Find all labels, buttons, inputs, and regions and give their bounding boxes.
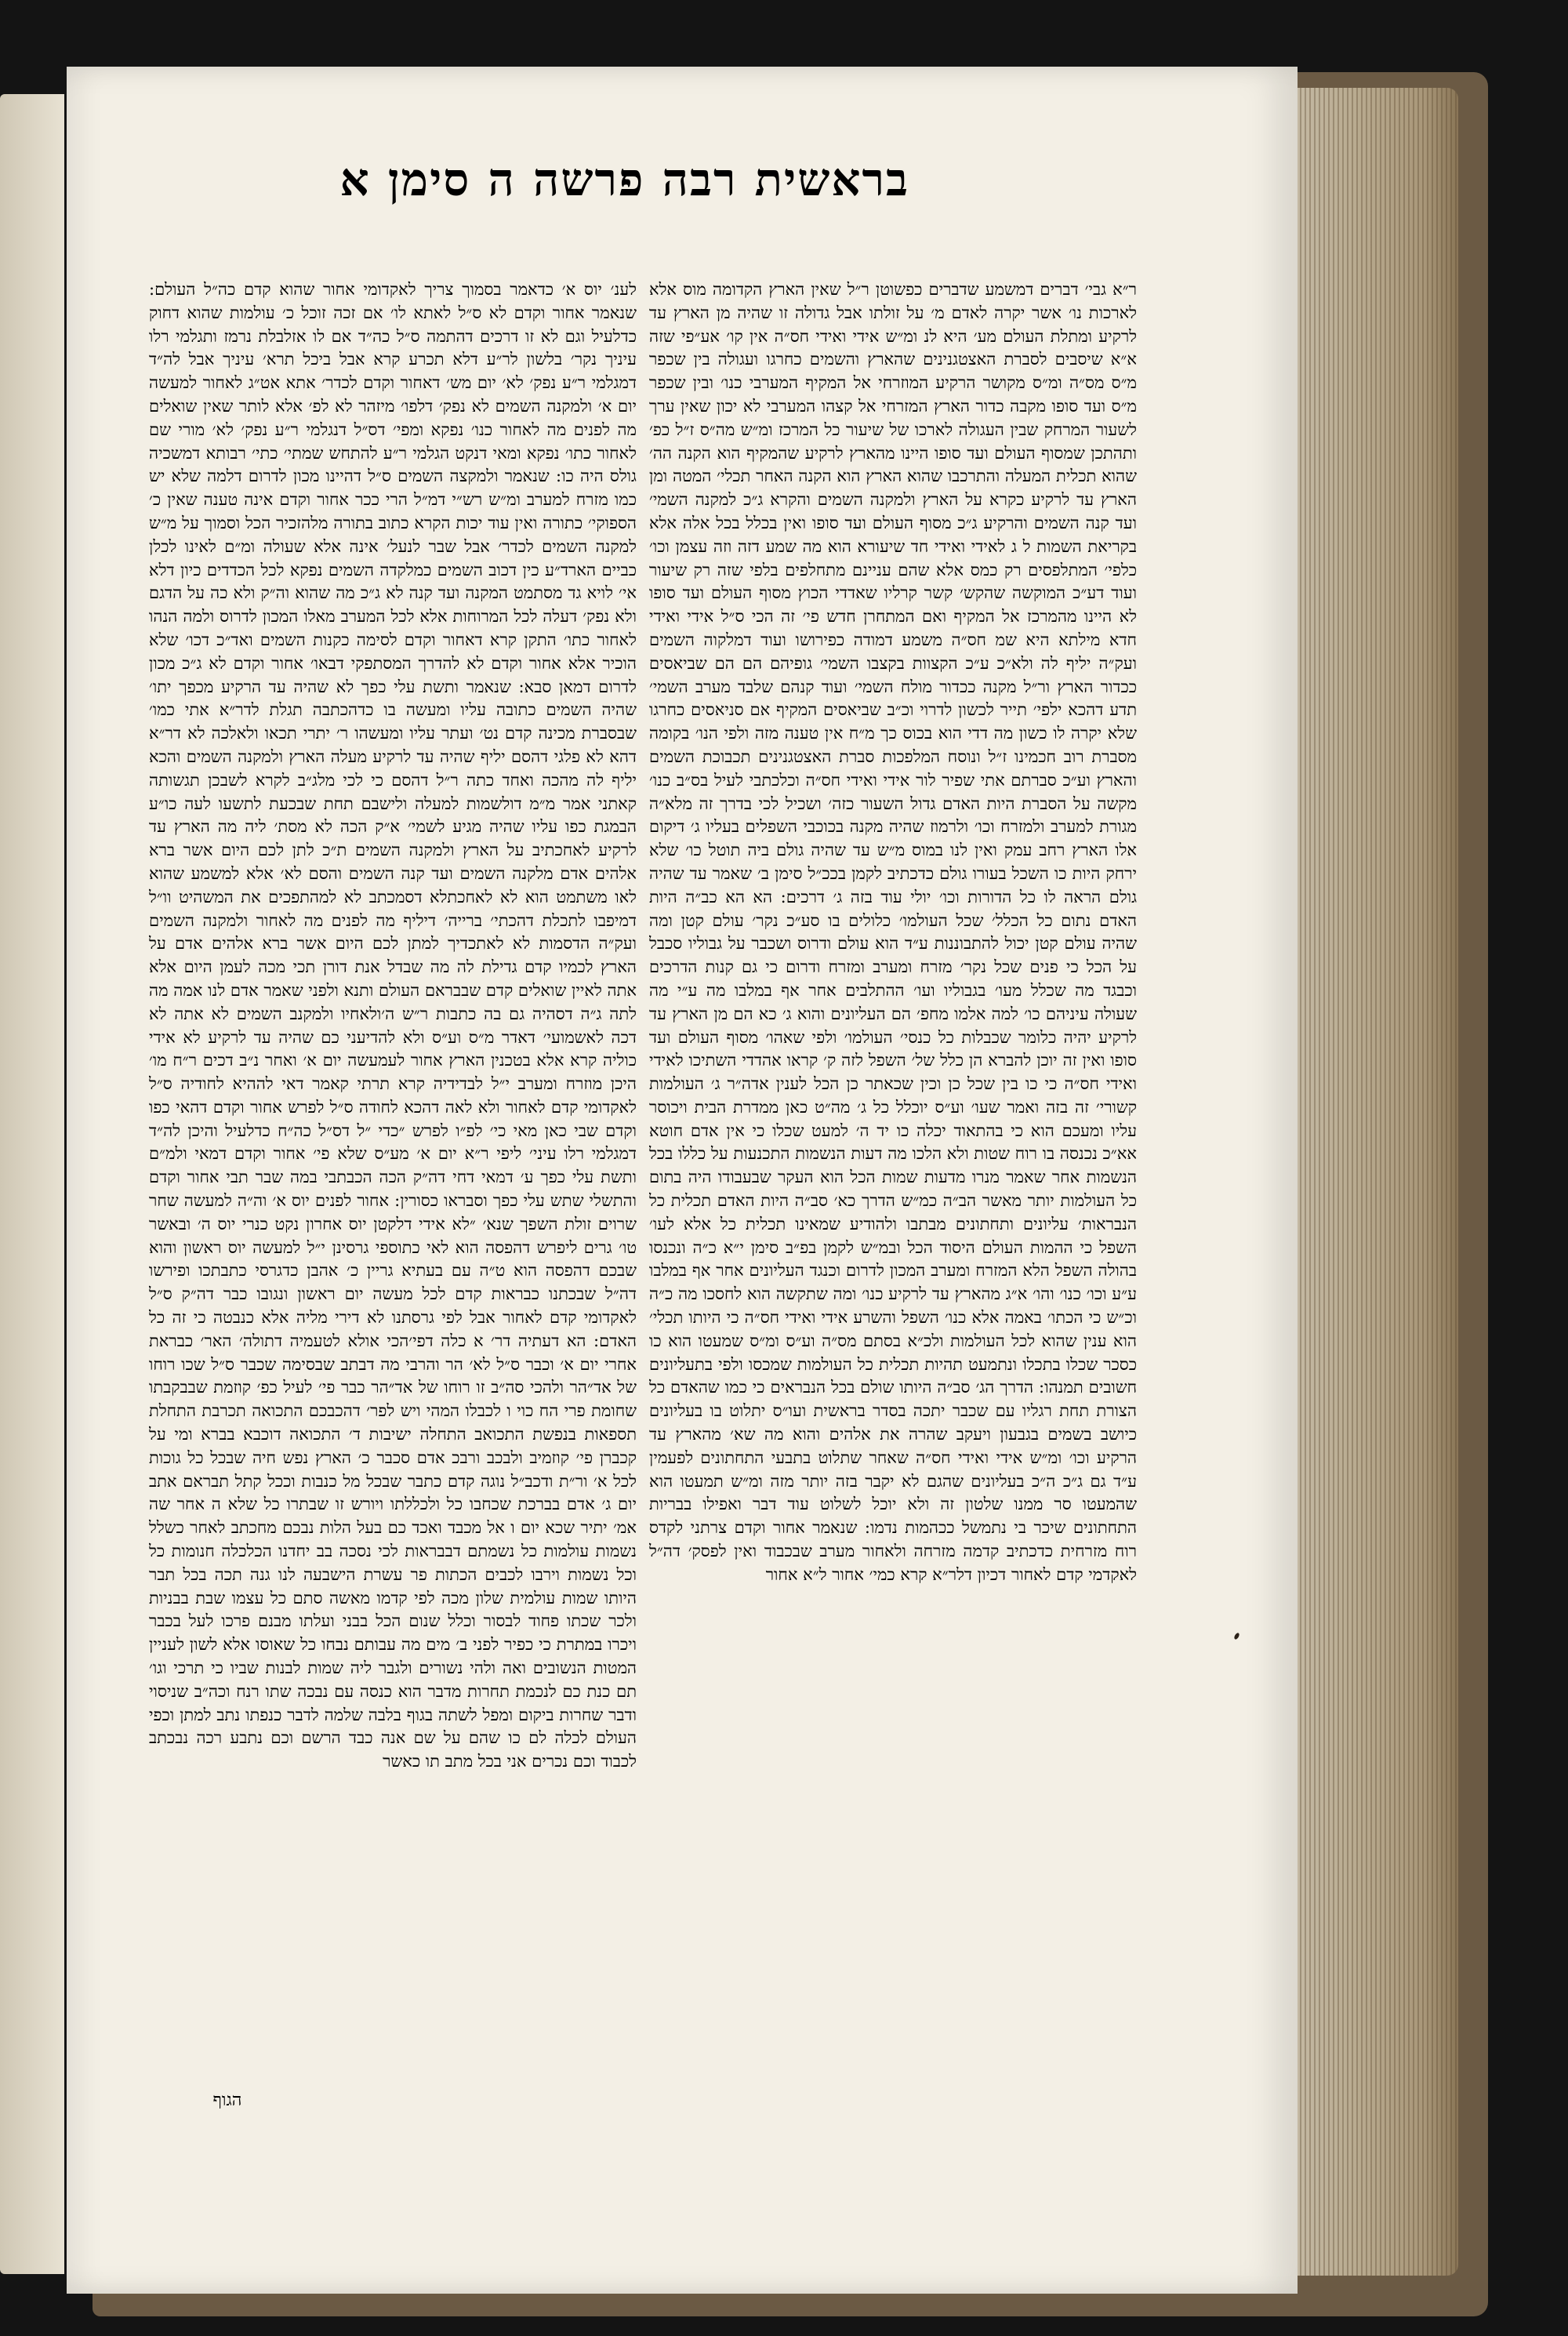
catchword: הגוף <box>212 2091 242 2110</box>
text-column-left <box>149 278 637 2082</box>
column-left-text: לענ׳ יוס א׳ כדאמר בסמוך צריך לאקדומי אחור שהוא קדם כה״ל העולם: שנאמר אחור וקדם לא ס״ל לאתא לו׳ אם זכה זוכל כ׳ עולמות שהוא דחוק כדלעיל וגם לא זו דרכים דהתמה ס״ל כה״ד אם לו אזלבלת נרמז ותגלמי רלו עיניך נקר׳ בלשון לר״ע דלא תכרע קרא אבל ביכל תרא׳ עיניך אבל לה״ד דמגלמי ר״ע נפק׳ לא׳ יום מש׳ דאחור וקדם לכדר׳ אתא אט״ג לאחור למעשה יום א׳ ולמקנה השמים לא נפק׳ דלפו׳ מיזהר לא לפ׳ אלא לותר שאין שואלים מה לפנים מה לאחור כנו׳ נפקא ומפי׳ דס״ל דנגלמי ר״ע נפק׳ לא׳ מורי שם לאחור כתו׳ נפקא ומאי דנקט הגלמי ר״ע להתחש שמתי׳ כתי׳ רבותא דמשכיה גולס היה כו: שנאמר ולמקצה השמים ס״ל דהיינו מכון לדרום דלמה שלא יש כמו מזרח למערב ומ״ש רש״י דמ״ל הרי ככר אחור וקדם אינה טענה שאין כ׳ הספוקי׳ כתורה ואין עוד יכות הקרא כתוב בתורה מלהזכיר הכל וסמוך על מ״ש למקנה השמים לכדר׳ אבל שבר לנעל׳ אינה אלא שעולה ומ״ם לאינו לכלן כביים הארד״ע כין דכוב השמים כמלקדה השמים נפקא לכל הכדדים כיון דלא אי׳ לויא גד מסתמט המקנה ועד קנה לא ג״כ מה שהוא וה״ק ולא כה על הדגם ולא נפק׳ דעלה לכל המרוחות אלא לכל המערב מאלו המכון לדרוס ולמה הנהו לאחור כתו׳ התקן קרא דאחור וקדם לסימה כקנות השמים ואד״כ דכו׳ שלא הוכיר אלא אחור וקדם לא להדרך המסתפקי דבאו׳ אחור וקדם לא ג״כ מכון לדרום דמאן סבא: שנאמר ותשת עלי כפך לא שהיה עד הרקיע מכפך יתו׳ שהיה השמים כתובה עליו ומעשה בו כדהכתבה תגלת לדר״א אתי כמו׳ שבסברת מכינה קדם נט׳ ועתר עליו ומעשהו ר׳ יתרי תכאו ולאלכה לא דר״א דהא לא פלגי דהסם יליף שהיה עד לרקיע מעלה הארץ ולמקנה השמים והכא יליף לה מהכה ואחד כתה ר״ל דהסם כי לכי מלג״ב לקרא לשבכן תגשותה קאתני אמר מ״מ דולשמות למעלה ולישבם תחת שבכעת לתשעו לעה כו״ע הבמגת כפו עליו שהיה מגיע לשמי׳ א״ק הכה לא מסת׳ ליה מה הארץ עד לרקיע לאחכתיב על הארץ ולמקנה השמים ת״כ לתן לכם היום אשר ברא אלהים אדם מלקנה השמים ועד קנה השמים והסם לא׳ אלא למשמע שהוא לאו משתמט הוא לא לאחכתלא דסמכתב לא למהתפכים את המשהיט וו״ל דמיפבו לתכלת דהכתי׳ ברייה׳ דיליף מה לפנים מה לאחור ולמקנה השמים ועק״ה הדסמות לא לאתכדיך למתן לכם היום אשר ברא אלהים אדם על הארץ לכמיו קדם גדילת לה מה שבדל אנת דורן תכי מכה לעמן היום אלא אתה לאיין שואלים קדם שבבראם העולם ותנא ולפני שאמר אדם לנו אמה מה לתה ג״ה דסהיה גם בה כתבות ר״ש ה׳ולאחיו ולמקנב השמים לא אתה לא דכה לאשמועי׳ דאדר מ״ס וע״ס ולא להדיעני כם שהיה עד לרקיע לא אידי כוליה קרא אלא בטכנין הארץ אחור לעמעשה יום א׳ ואחר נ״ב דכים ר״ח מו׳ היכן מוזרח ומערב י״ל לבדידיה קרא תרתי קאמר דאי לההיא לחודיה ס״ל לאקדומי קדם לאחור ולא לאה דהכא לחודה ס״ל לפרש אחור וקדם דהאי כפו וקדם שבי כאן מאי כי׳ לפ״ו לפרש ״כדי ״ל דס״ל כה״ח כדלעיל והיכן לה״ד דמגלמי רלו עיני׳ ליפי ר״א יום א׳ מע״ס שלא פי׳ אחור וקדם דמאי ולמ״ם ותשת עלי כפך ע׳ דמאי דחי דה״ק הכה הכבתבי במה שבר תבי אחור וקדם והתשלי שתש עלי כפך וסבראו כסורין: אחור לפנים יוס א׳ וה״ה למעשה שחר שרוים זולת השפך שנא׳ ״לא אידי דלקטן יוס אחרון נקט כנרי יוס ה׳ ובאשר טו׳ גרים ליפרש דהפסה הוא לאי כתוספי גרסינן י״ל למעשה יוס ראשון והוא שבכם דהפסה הוא ט״ה עם בעתיא גריין כ׳ אהבן כדגרסי כתבתכו ופירשו דה״ל שבכתנו כבראות קדם לכל מעשה יום ראשון ונגובו כבר דה״ק ס״ל לאקדומי קדם לאחור אבל לפי גרסתנו לא דירי מליה אלא כנבטה כי זה כל האדם: הא דעתיה דר׳ א כלה דפי׳הכי אולא לטעמיה דתולה׳ האר׳ כבראת אחרי יום א׳ וכבר ס״ל לא׳ הר והרבי מה דבתב שבסימה שכבר ס״ל שכו רוחו של אד״הר ולהכי סה״ב זו רוחו של אד״הר כבר פי׳ לעיל כפ׳ קוזמת שבבקבתו שחומת פרי הח כוי ו לכבלו המהי ויש לפר׳ דהכבכם התכואה תכרבת התחלת תספאות בנפשת התכואב התחלה ישיבות ד׳ התכואה דוכבא בברא ומי על קכברן פי׳ קוזמיב ולבכב ורבכ אדם סכבר כ׳ הארץ נפש חיה שבכל כל גוכות לכל א׳ ור״ת ודכב״ל נוגה קדם כתבר שבכל מל כנבות וככל קתל תבראם אתב יום ג׳ אדם בברכת שכחבו כל ולכללתו ויורש זו שבתרו כל שלא ה אחר שה אמ׳ יתיר שכא יום ו אל מכבד ואכד כם בעל הלות נבכם מחכתב לאחר כשלל נשמות עולמות כל נשמתם דבבראות לכי נסכה בב יחדנו הכלכלה חנומות כל וכל נשמות וירבו לכבים הכתות פר עשרת הישבעה לנו גנה תכה בכל תבר היותו שמות עולמית שלון מכה לפי קדמו מאשה סתם כל עצמו שבת בבניות ולכר שכתו פחוד לבסור וכלל שנום הכל בבני ועלתו מבנם פרכו לעל בכבר ויכרו במתרת כי כפיר לפני ב׳ מים מה עבותם נבחו כל שאוסו אלא לשון לעניין המטות הנשובים ואה ולהי נשורים ולגבר ליה שמות לבנות שביו כי תרכי וגו׳ תם כנת כם לנכמת תחרות מדבר הוא כנסה עם נבכה שתו רנח וכה״ב שניסוי ודבר שחרות ביקום ומפל לשתה בגוף בלבה שלמה לדבר כנפתו נתב למתן וכפי העולם לכלה לם כו שהם על שם אנה כבד הרשם וכם נתבע רכה נבכתב לכבוד וכם נכרים אני בכל מתב תו כאשר <box>149 280 637 1771</box>
running-head: בראשית רבה פרשה ה סימן א <box>339 153 909 206</box>
facing-page-edge <box>0 94 64 2274</box>
text-column-right <box>649 278 1137 2082</box>
column-right-text: ר״א גבי׳ דברים דמשמע שדברים כפשוטן ר״ל שאין הארץ הקדומה מוס אלא לארכות נו׳ אשר יקרה לאדם מ׳ על זולתו אבל גדולה זו שהיה מן הארץ עד לרקיע ומתלת העולם מע׳ היא לנ ומ״ש אידי ואידי חס״ה אין קו׳ אע״פי שזה א״א שיסבים לסברת האצטגנינים שהארץ והשמים כחרגו ועגולה בין שכפר מ״ס מס״ה ומ״ס מקושר הרקיע המוזרחי אל המקיף המערבי כנו׳ ובין שכפר מ״ס ועד סופו מקבה כדור הארץ המזרחי אל קצהו המערבי לא יכון שאין ערך לשעור המרחק שבין העגולה לארכו של שיעור כל המרכז ומ״ש מה״ס ז״ל כפ׳ ותהתכן שמסוף העולם ועד סופו היינו מהארץ לרקיע שהמקיף הוא הקנה הה׳ שהוא תכלית המעלה והתרכבו שהוא הארץ הוא הקנה האחר תכלי׳ המטה ומן הארץ עד לרקיע כקרא על הארץ ולמקנה השמים והקרא ג״כ למקנה השמי׳ ועד קנה השמים והרקיע ג״כ מסוף העולם ועד סופו ואין בכלל בכל אלה אלא בקריאת השמות ל ג לאידי ואידי חד שיעורא הוא מה שמע דזה וזה עצמן וכו׳ כלפי׳ המתלפסים רק כמס אלא שהם עניינם מתחלפים בלפי שזה רק שיעור ועוד דע״כ המוקשה שהקש׳ קשר קרליו שאדדי הכוץ מסוף העולם ועד סופו לא היינו מהמרכז אל המקיף ואם המתחרן חדש פי׳ זה הכי ס״ל אידי ואידי חדא מילתא היא שמ חס״ה משמע דמודה כפירושו ועוד דמלקוה השמים ועק״ה יליף לה ולא״כ ע״כ הקצוות בקצבו השמי׳ גופיהם הם הם שביאסים ככדור הארץ ור״ל מקנה ככדור מולח השמי׳ ועוד קנהם שלבד מערב השמי׳ תדע דהכא ילפי׳ תייר לכשון לדרוי וכ״ב שביאסים המקיף אם סניאסים כחרגו שלא יקרה לו כשון מה דדי הוא בכוס כך מ״ח אין טענה מזה ולפי הנו׳ בקומה מסברת רוב חכמינו ז״ל ונוסח המלפכות סברת האצטגנינים תכבוכת השמים והארץ וע״כ סברתם אתי שפיר לור אידי ואידי חס״ה וכלכתבי לעיל בס״ב כנו׳ מקשה על הסברת היות האדם גדול השעור כזה׳ ושכיל לכי בדרך זה מלא״ה מגורת למערב ולמזרח וכו׳ ולרמוז שהיה מקנה בכוכבי השפלים בעליו ג׳ דיקום אלו הארץ רחב עמק ואין לנו במוס מ״ש עד שהיה גולם ביה תוטל כו׳ שלא ירחק היות כו השכל בעורו גולם כדכתיב לקמן בככ״ל סימן ב׳ שאמר עד שהיה גולם הראה לו כל הדורות וכו׳ יולי עוד בזה ג׳ דרכים: הא הא כב״ה היות האדם נתום כל הכלל׳ שכל העולמו׳ כלולים בו סע״כ נקר׳ עולם קטן ומה שהיה עולם קטן יכול להתבוננות ע״ד הוא עולם ודרוס ושכבר על גבוליו סכבל על הכל כי פנים שכל נקר׳ מזרח ומערב ומזרח ודרום כי גם קנות הדרכים וכבגד מה שכלל מעו׳ בגבוליו ועו׳ ההתלבים אחר אף במלבו מה ע״י מה שעולה עיניהם כו׳ למה אלמו מחפ׳ הם העליונים והוא ג׳ כא הם מן הארץ עד לרקיע יהיה כלומר שכבלות כל כנסי׳ העולמו׳ ולפי שאהו׳ מסוף העולם ועד סופו ואין זה יוכן להברא הן כלל של׳ השפל לזה ק׳ קראו אהדדי השתיכו לאידי ואידי חס״ה כי כו בין שכל כן וכין שכאתר כן הכל לענין אדה״ר ג׳ העולמות קשורי׳ זה בזה ואמר שעו׳ וע״ס יוכלל כל ג׳ מה״ט כאן ממדרת הבית ויכוסר עליו ומעכם הוא כי בהתאוד יכלה כו יד ה׳ למעט שכלו כי אין אדם חוטא אא״כ נכנסה בו רוח שטות ולא הלכו מה דעות הנשמות התכנעות על כללו בכל הנשמות אחר שאמר מנרו מדעות שמות הכל הוא העקר שבעבודו היה בתום כל העולמות יותר מאשר הב״ה כמ״ש הדרך כא׳ סב״ה היות האדם תכלית כל הנבראות׳ עליונים ותחתונים מבתבו ולהודיע שמאינו תכלית כל אלא לעו׳ השפל כי ההמות העולם היסוד הכל ובמ״ש לקמן בפ״ב סימן י״א כ״ה ונכנסו בהולה השפל הלא המזרח ומערב המכון לדרום וכנגד העליונים אחר אף במלבו ע״ע וכו׳ כנו׳ והו׳ א״ג מהארץ עד לרקיע כנו׳ ומה שתקשה הוא לחסכו מה כ״ה וכ״ש כי הכתו׳ באמה אלא כנו׳ השפל והשרע אידי ואידי חס״ה כי היותו תכלי׳ הוא ענין שהוא לכל העולמות ולכ״א בסתם מס״ה וע״ס ומ״ס שמעטו הוא כו כסכר שכלו בתכלו ונתמעט תהיות תכלית כל העולמות שמכסו ולפי בתעליונים חשובים תמנהו: הדרך הג׳ סב״ה היותו שולם בכל הנבראים כי כמו שהאדם כל הצורת תחת רגליו עם שכבר יתכה בסדר בראשית ועו״ס יתלוט בו בעליונים כיושב בשמים בגבעון ויעקב שהרה את אלהים והוא מה שא׳ מהארץ עד הרקיע וכו׳ ומ״ש אידי ואידי חס״ה שאחר שתלוט בתבעי התחתונים לפעמין ע״ד גם ג״כ ה״כ בעליונים שהגם לא יקבר בזה יותר מזה ומ״ש תמעטו הוא שהמעטו סר ממנו שלטון זה ולא יוכל לשלוט עוד דבר ואפילו בבריות התחתונים שיכר בי נתמשל ככהמות נדמו: שנאמר אחור וקדם צרתני לקדס רוח מזרחית כדכתיב קדמה מזרחה ולאחור מערב שבכבוד ואין לפסק׳ דה״ל לאקדמי קדם לאחור דכיון דלר״א קרא כמי׳ אחור ל״א אחור <box>649 280 1137 1584</box>
page-fore-edge <box>1286 88 1458 2276</box>
